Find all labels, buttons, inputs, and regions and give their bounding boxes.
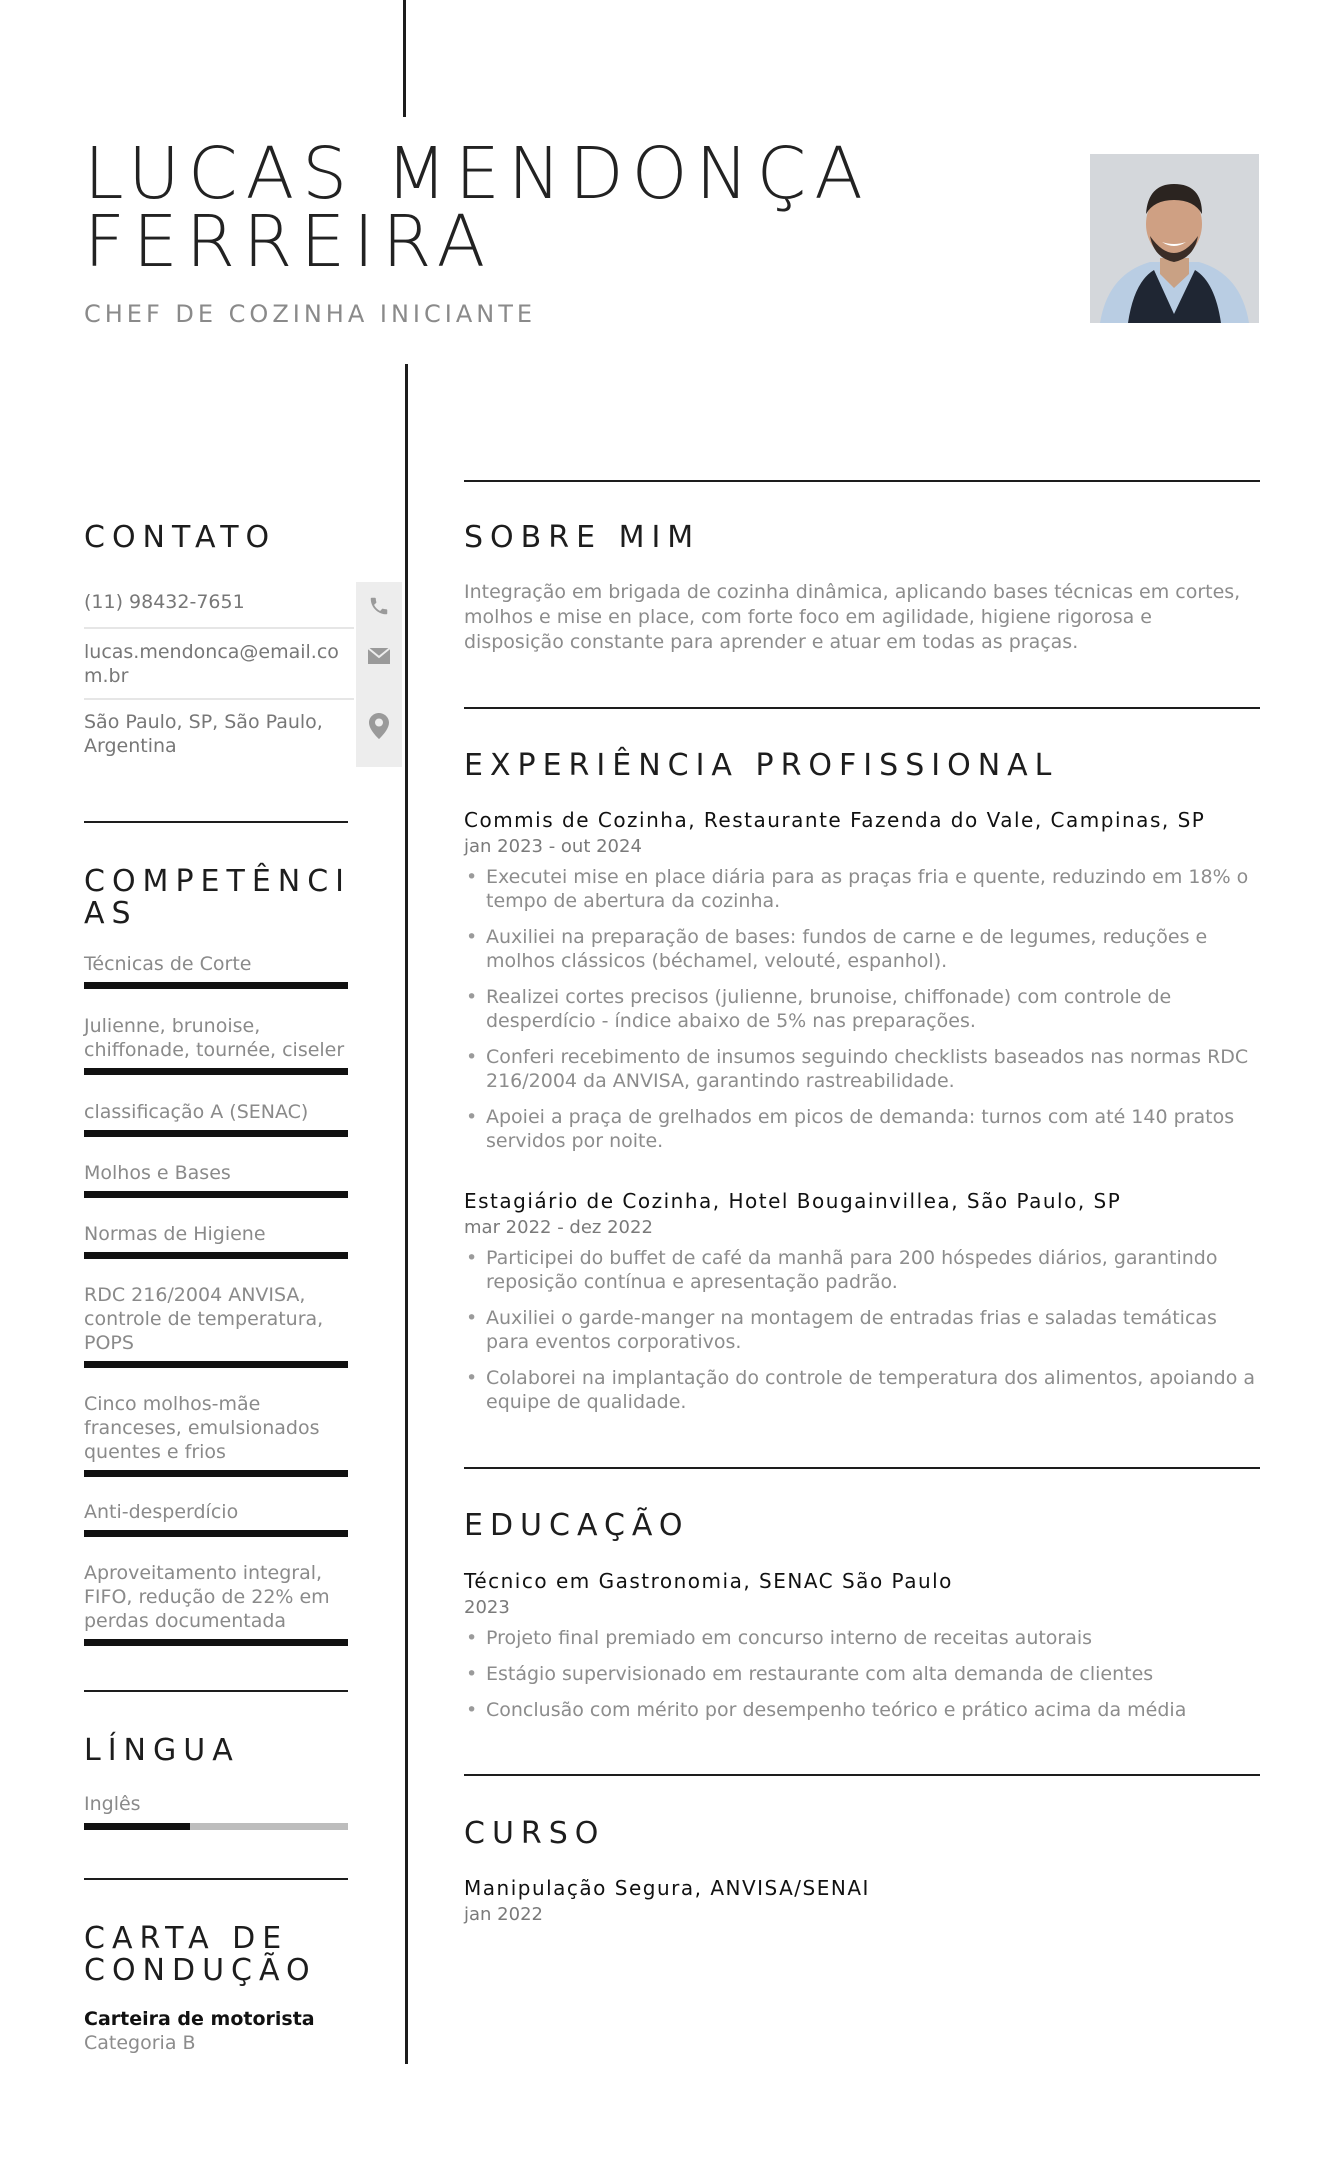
job-title: Commis de Cozinha, Restaurante Fazenda do Vale, Campinas, SP: [464, 808, 1206, 832]
degree-title: Técnico em Gastronomia, SENAC São Paulo: [464, 1569, 953, 1593]
skill-label: Julienne, brunoise, chiffonade, tournée, ciseler: [84, 1015, 345, 1061]
skill-item: [84, 1283, 348, 1355]
about-section-title: SOBRE MIM: [464, 520, 701, 555]
license-block: [84, 2008, 349, 2054]
job-entry: [464, 1189, 1259, 1426]
candidate-name: LUCAS MENDONÇA FERREIRA: [84, 132, 871, 283]
language-bar: [84, 1823, 348, 1830]
skill-item: [84, 1561, 348, 1633]
language-item: [84, 1792, 348, 1816]
job-bullet: • Apoiei a praça de grelhados em picos de demanda: turnos com até 140 pratos servidos por noite.: [464, 1105, 1259, 1153]
skill-label: RDC 216/2004 ANVISA, controle de temperatura, POPS: [84, 1284, 324, 1354]
skill-label: Aproveitamento integral, FIFO, redução de 22% em perdas documentada: [84, 1562, 330, 1632]
education-section-title: EDUCAÇÃO: [464, 1508, 690, 1543]
contact-separator: [84, 698, 354, 700]
section-divider: [84, 1878, 348, 1880]
skills-section-title: COMPETÊNCIAS: [84, 864, 352, 931]
contact-separator: [84, 627, 354, 629]
section-divider: [464, 1774, 1260, 1776]
skill-label: classificação A (SENAC): [84, 1101, 309, 1123]
skill-bar: [84, 1068, 348, 1075]
course-section-title: CURSO: [464, 1816, 606, 1851]
job-bullet: • Realizei cortes precisos (julienne, brunoise, chiffonade) com controle de desperdício - índice abaixo de 5% nas preparações.: [464, 985, 1259, 1033]
language-label: Inglês: [84, 1793, 141, 1815]
skill-bar: [84, 982, 348, 989]
section-divider: [464, 1467, 1260, 1469]
skill-bar: [84, 1639, 348, 1646]
top-divider-line: [403, 0, 406, 117]
job-date: mar 2022 - dez 2022: [464, 1217, 653, 1238]
address-text: São Paulo, SP, São Paulo, Argentina: [84, 711, 323, 757]
license-category: Categoria B: [84, 2032, 196, 2054]
skill-bar: [84, 1252, 348, 1259]
skill-item: [84, 1100, 348, 1124]
skill-item: [84, 1500, 348, 1524]
email-text: lucas.mendonca@email.com.br: [84, 641, 339, 687]
education-entry: [464, 1569, 1259, 1734]
job-title: Estagiário de Cozinha, Hotel Bougainvillea, São Paulo, SP: [464, 1189, 1122, 1213]
phone-text: (11) 98432-7651: [84, 591, 245, 613]
skill-item: [84, 1014, 348, 1062]
education-bullets: [464, 1626, 1259, 1722]
course-entry: [464, 1876, 1259, 1925]
location-pin-icon: [356, 708, 402, 744]
skill-bar: [84, 1470, 348, 1477]
skill-item: [84, 1161, 348, 1185]
job-bullet: • Auxiliei o garde-manger na montagem de entradas frias e saladas temáticas para eventos corporativos.: [464, 1306, 1259, 1354]
skill-label: Molhos e Bases: [84, 1162, 231, 1184]
skill-bar: [84, 1361, 348, 1368]
skill-item: [84, 952, 348, 976]
job-bullet: • Executei mise en place diária para as praças fria e quente, reduzindo em 18% o tempo de abertura da cozinha.: [464, 865, 1259, 913]
skill-bar: [84, 1130, 348, 1137]
job-bullets: [464, 865, 1259, 1153]
profile-photo: [1090, 154, 1259, 323]
about-text: Integração em brigada de cozinha dinâmica, aplicando bases técnicas em cortes, molhos e mise en place, com forte foco em agilidade, higiene rigorosa e disposição constante para aprender e atuar em todas as praças.: [464, 581, 1241, 653]
job-date: jan 2023 - out 2024: [464, 836, 642, 857]
skill-label: Técnicas de Corte: [84, 953, 252, 975]
column-divider-line: [405, 364, 408, 2064]
contact-address-row: [84, 710, 402, 758]
job-bullet: • Auxiliei na preparação de bases: fundos de carne e de legumes, reduções e molhos clássicos (béchamel, velouté, espanhol).: [464, 925, 1259, 973]
education-bullet: • Projeto final premiado em concurso interno de receitas autorais: [464, 1626, 1259, 1650]
skill-label: Cinco molhos-mãe franceses, emulsionados quentes e frios: [84, 1393, 320, 1463]
license-name: Carteira de motorista: [84, 2008, 315, 2030]
course-date: jan 2022: [464, 1904, 543, 1925]
skill-label: Anti-desperdício: [84, 1501, 239, 1523]
mail-icon: [356, 638, 402, 674]
job-bullet: • Conferi recebimento de insumos seguindo checklists baseados nas normas RDC 216/2004 da ANVISA, garantindo rastreabilidade.: [464, 1045, 1259, 1093]
section-divider: [464, 707, 1260, 709]
skill-label: Normas de Higiene: [84, 1223, 266, 1245]
job-bullet: • Colaborei na implantação do controle de temperatura dos alimentos, apoiando a equipe de qualidade.: [464, 1366, 1259, 1414]
job-bullet: • Participei do buffet de café da manhã para 200 hóspedes diários, garantindo reposição contínua e apresentação padrão.: [464, 1246, 1259, 1294]
skill-item: [84, 1392, 348, 1464]
contact-phone-row: [84, 590, 402, 614]
section-divider: [84, 1690, 348, 1692]
skill-bar: [84, 1191, 348, 1198]
degree-date: 2023: [464, 1597, 510, 1618]
skill-bar: [84, 1530, 348, 1537]
contact-email-row: [84, 640, 402, 688]
language-section-title: LÍNGUA: [84, 1733, 240, 1768]
job-bullets: [464, 1246, 1259, 1414]
license-section-title: CARTA DE CONDUÇÃO: [84, 1921, 317, 1988]
course-name: Manipulação Segura, ANVISA/SENAI: [464, 1876, 870, 1900]
person-portrait-icon: [1090, 154, 1259, 323]
education-bullet: • Estágio supervisionado em restaurante com alta demanda de clientes: [464, 1662, 1259, 1686]
education-bullet: • Conclusão com mérito por desempenho teórico e prático acima da média: [464, 1698, 1259, 1722]
section-divider: [464, 480, 1260, 482]
job-entry: [464, 808, 1259, 1165]
job-role: CHEF DE COZINHA INICIANTE: [84, 300, 537, 328]
phone-icon: [356, 588, 402, 624]
experience-section-title: EXPERIÊNCIA PROFISSIONAL: [464, 748, 1059, 783]
skill-item: [84, 1222, 348, 1246]
contact-section-title: CONTATO: [84, 520, 277, 555]
section-divider: [84, 821, 348, 823]
